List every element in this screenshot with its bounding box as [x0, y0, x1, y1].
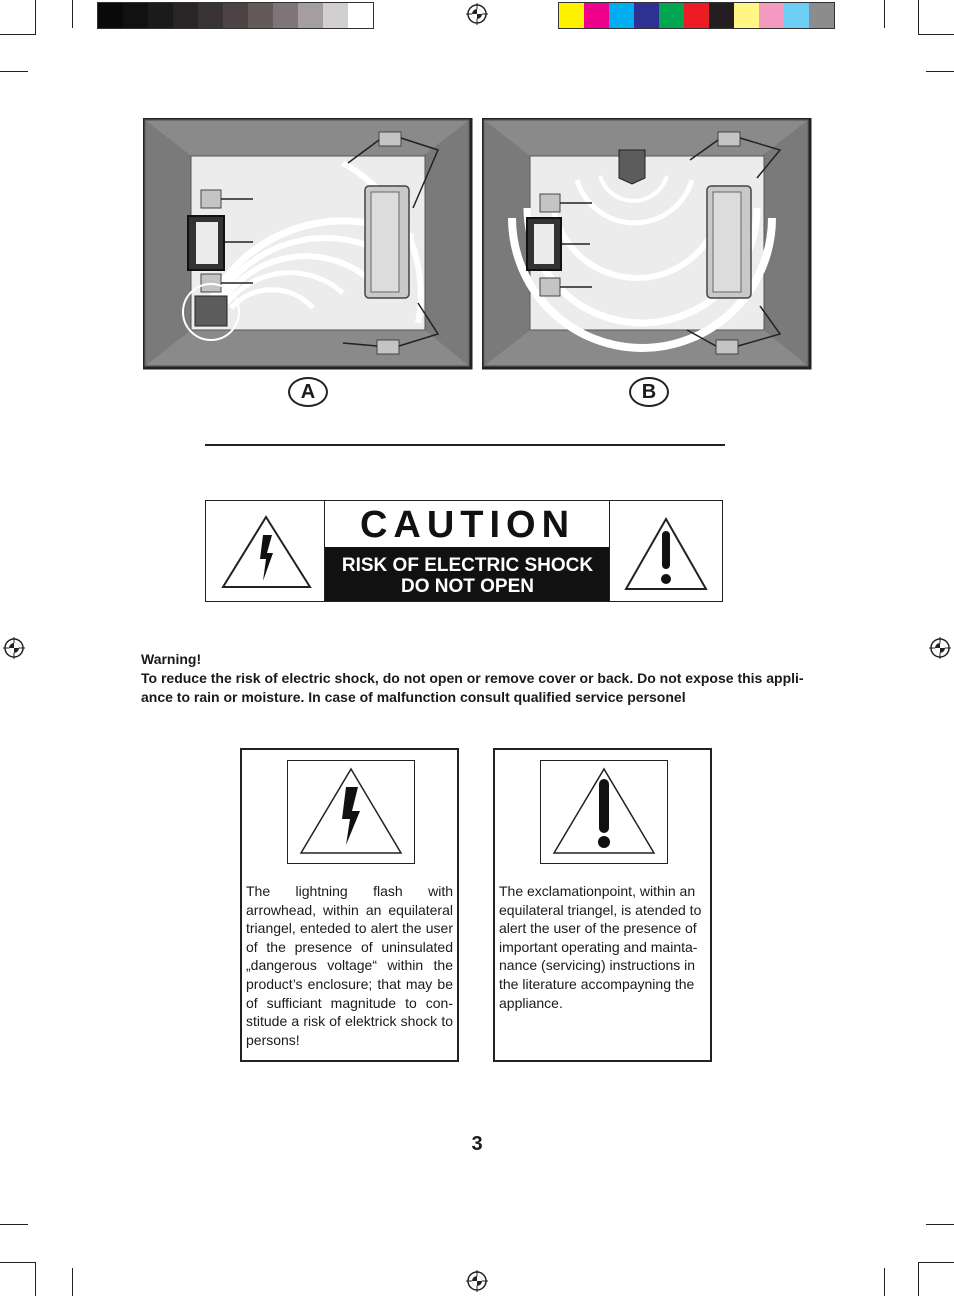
color-swatch — [148, 3, 173, 28]
color-swatch — [298, 3, 323, 28]
caution-right-panel — [609, 501, 722, 601]
exclamation-triangle-icon — [541, 761, 667, 863]
caution-left-panel — [206, 501, 325, 601]
process-color-bar — [558, 2, 835, 29]
lightning-symbol-box — [240, 748, 459, 1062]
color-swatch — [98, 3, 123, 28]
color-swatch — [634, 3, 659, 28]
color-swatch — [173, 3, 198, 28]
exclamation-symbol-box — [493, 748, 712, 1062]
warning-body: To reduce the risk of electric shock, do not open or remove cover or back. Do not expose this appli-ance to rain or moisture. In case of malfunction consult qualified service personel — [141, 670, 804, 705]
color-swatch — [734, 3, 759, 28]
color-swatch — [323, 3, 348, 28]
color-swatch — [198, 3, 223, 28]
color-swatch — [759, 3, 784, 28]
lightning-symbol-description: The lightning flash with arrowhead, within an equilateral triangel, enteded to alert the user of the presence of uninsulated „dangerous voltage“ within the product’s enclosure; that may be of sufficiant magnitude to con-stitude a risk of elektrick shock to persons! — [246, 883, 453, 1048]
caution-line-2: DO NOT OPEN — [400, 576, 534, 597]
diagram-b-label: B — [629, 377, 669, 407]
caution-line-1: RISK OF ELECTRIC SHOCK — [341, 555, 594, 576]
color-swatch — [809, 3, 834, 28]
warning-heading: Warning! — [141, 651, 202, 667]
exclamation-symbol-description: The exclamationpoint, within an equilateral triangel, is atended to alert the user of the presence of important operating and mainta-nance (servicing) instructions in the literature accompayning the appliance. — [499, 883, 702, 1011]
color-swatch — [559, 3, 584, 28]
color-swatch — [123, 3, 148, 28]
color-swatch — [784, 3, 809, 28]
registration-mark-icon — [3, 637, 25, 659]
registration-mark-icon — [466, 3, 488, 25]
color-swatch — [248, 3, 273, 28]
color-swatch — [684, 3, 709, 28]
caution-band — [325, 547, 610, 601]
page-number: 3 — [471, 1133, 483, 1155]
diagram-a-label: A — [288, 377, 328, 407]
color-swatch — [609, 3, 634, 28]
color-swatch — [273, 3, 298, 28]
caution-title: CAUTION — [359, 504, 576, 546]
color-swatch — [223, 3, 248, 28]
exclamation-symbol-frame — [540, 760, 668, 864]
color-swatch — [709, 3, 734, 28]
section-divider — [205, 444, 725, 446]
gray-color-bar — [97, 2, 374, 29]
lightning-warning-icon — [206, 501, 324, 601]
warning-notice — [141, 650, 814, 707]
color-swatch — [348, 3, 373, 28]
caution-center-panel — [325, 501, 610, 601]
lightning-triangle-icon — [288, 761, 414, 863]
color-swatch — [584, 3, 609, 28]
caution-label — [205, 500, 723, 602]
registration-mark-icon — [929, 637, 951, 659]
speaker-placement-diagram-a — [143, 118, 473, 370]
registration-mark-icon — [466, 1270, 488, 1292]
color-swatch — [659, 3, 684, 28]
lightning-symbol-frame — [287, 760, 415, 864]
exclamation-warning-icon — [610, 501, 722, 601]
speaker-placement-diagram-b — [482, 118, 812, 370]
